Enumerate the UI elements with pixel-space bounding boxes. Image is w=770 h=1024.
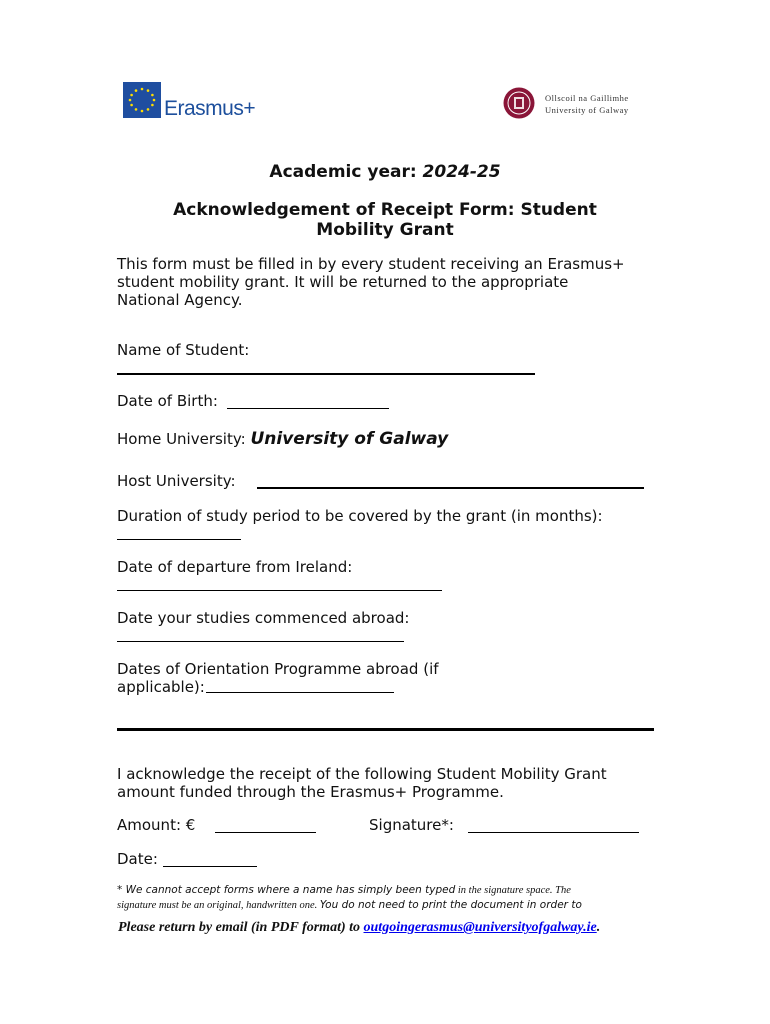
intro-line2: student mobility grant. It will be returned to the appropriate — [117, 273, 569, 291]
intro-line3: National Agency. — [117, 291, 243, 309]
intro-line1: This form must be filled in by every student receiving an Erasmus+ — [117, 255, 625, 273]
signature-label: Signature*: — [369, 816, 454, 834]
orientation-line2: applicable): — [117, 678, 205, 696]
erasmus-logo — [123, 82, 256, 122]
return-note — [118, 920, 600, 936]
footnote-line2a: signature must be an original, handwritten one. — [117, 900, 320, 911]
date-departure-label: Date of departure from Ireland: — [117, 558, 353, 576]
return-note-prefix: Please return by email (in PDF format) to — [118, 920, 364, 935]
eu-flag-icon — [123, 82, 161, 118]
home-university-label: Home University: — [117, 430, 251, 448]
date-departure-field[interactable] — [117, 590, 442, 591]
date-commenced-field[interactable] — [117, 641, 404, 642]
acknowledgement-line1: I acknowledge the receipt of the following Student Mobility Grant — [117, 765, 607, 783]
academic-year — [100, 162, 670, 182]
duration-label: Duration of study period to be covered by the grant (in months): — [117, 507, 603, 525]
date-of-birth-label: Date of Birth: — [117, 392, 218, 410]
footnote-line2b: You do not need to print the document in order to — [319, 899, 582, 911]
form-title-line1: Acknowledgement of Receipt Form: Student — [173, 200, 597, 220]
date-field[interactable] — [163, 866, 257, 867]
host-university-label: Host University: — [117, 472, 236, 490]
intro-text — [117, 255, 677, 309]
footnote-line2 — [117, 898, 697, 913]
university-logo — [503, 87, 648, 121]
footnote-part1: * We cannot accept forms where a name has simply been typed — [117, 884, 456, 896]
amount-label: Amount: € — [117, 816, 196, 834]
orientation-field[interactable] — [206, 692, 394, 693]
footnote — [117, 883, 697, 913]
university-crest-icon — [503, 87, 535, 119]
name-of-student-field[interactable] — [117, 373, 535, 375]
signature-field[interactable] — [468, 832, 639, 833]
duration-field[interactable] — [117, 539, 241, 540]
date-of-birth-field[interactable] — [227, 408, 389, 409]
academic-year-label: Academic year: — [269, 162, 423, 182]
erasmus-logo-text: Erasmus+ — [164, 97, 256, 120]
return-email-link[interactable]: outgoingerasmus@universityofgalway.ie — [363, 920, 597, 935]
date-label: Date: — [117, 850, 158, 868]
amount-field[interactable] — [215, 832, 316, 833]
acknowledgement-line2: amount funded through the Erasmus+ Programme. — [117, 783, 504, 801]
university-logo-line1: Ollscoil na Gaillimhe — [545, 93, 629, 103]
name-of-student-label: Name of Student: — [117, 341, 250, 359]
acknowledgement-text — [117, 765, 677, 801]
section-divider — [117, 728, 654, 731]
orientation-line1: Dates of Orientation Programme abroad (if — [117, 660, 439, 678]
host-university-field[interactable] — [257, 487, 644, 489]
footnote-part2: in the signature space. The — [455, 885, 571, 896]
date-commenced-label: Date your studies commenced abroad: — [117, 609, 410, 627]
academic-year-value: 2024-25 — [422, 162, 501, 182]
form-title — [100, 200, 670, 240]
return-note-suffix: . — [596, 920, 601, 935]
university-logo-line2: University of Galway — [545, 105, 629, 115]
form-title-line2: Mobility Grant — [316, 220, 454, 240]
orientation-label — [117, 660, 439, 696]
home-university-value: University of Galway — [250, 429, 449, 449]
home-university — [117, 429, 448, 449]
footnote-line1 — [117, 883, 697, 898]
